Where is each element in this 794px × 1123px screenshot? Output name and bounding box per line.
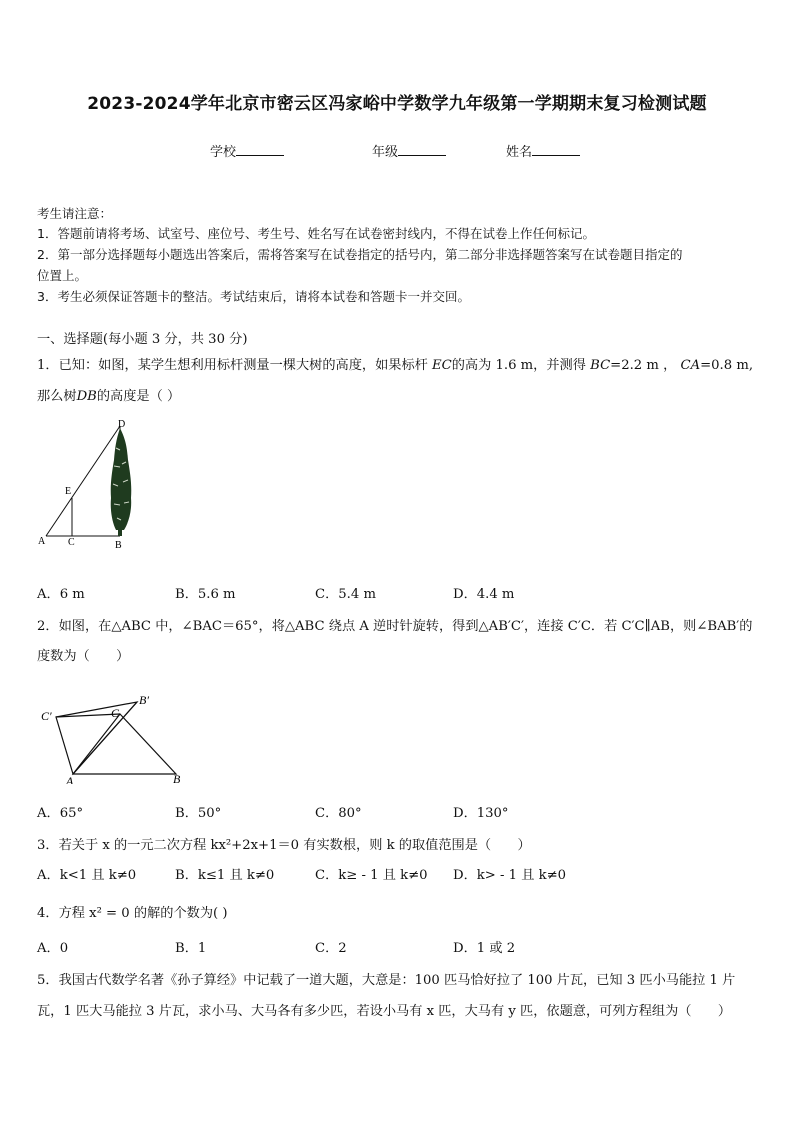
notice-item-2: 2．第一部分选择题每小题选出答案后，需将答案写在试卷指定的括号内，第二部分非选择题答案写在试卷题目指定的: [37, 247, 683, 262]
q3-option-c[interactable]: C．k≥ - 1 且 k≠0: [315, 868, 428, 883]
q4-option-c[interactable]: C．2: [315, 941, 347, 956]
grade-blank: [398, 143, 446, 156]
label-B: B: [115, 540, 122, 551]
q1-option-d[interactable]: D．4.4 m: [453, 587, 515, 602]
q1-bc-value: =2.2 m ，: [610, 358, 677, 373]
label-B-prime: B′: [139, 693, 149, 707]
q1-option-c[interactable]: C．5.4 m: [315, 587, 376, 602]
q1-figure: [36, 418, 146, 552]
label-C-prime: C′: [41, 709, 52, 723]
q3-option-b[interactable]: B．k≤1 且 k≠0: [175, 868, 275, 883]
question-2-line-2: 度数为（ ）: [37, 649, 130, 664]
q3-option-d[interactable]: D．k> - 1 且 k≠0: [453, 868, 567, 883]
name-blank: [532, 143, 580, 156]
school-blank: [236, 143, 284, 156]
notice-heading: 考生请注意：: [37, 206, 113, 221]
q3-option-a[interactable]: A．k<1 且 k≠0: [37, 868, 137, 883]
q1-text-b: 的高为 1.6 m，并测得: [451, 358, 586, 373]
segment-ab1: [73, 702, 137, 774]
label-C: C: [111, 706, 120, 720]
q4-option-b[interactable]: B．1: [175, 941, 207, 956]
question-5-line-2: 瓦，1 匹大马能拉 3 片瓦，求小马、大马各有多少匹，若设小马有 x 匹，大马有 y 匹，依题意，可列方程组为（ ）: [37, 1004, 732, 1019]
grade-label: 年级: [372, 145, 399, 160]
name-field: [506, 141, 580, 160]
triangle-ab1c1: [56, 702, 137, 774]
q1-text-c: 那么树: [37, 389, 77, 404]
q1-sight-line: [46, 426, 120, 536]
grade-field: [372, 141, 446, 160]
label-E: E: [65, 486, 72, 497]
q2-option-a[interactable]: A．65°: [37, 806, 84, 821]
label-B: B: [173, 772, 181, 784]
q1-bc: BC: [590, 358, 611, 373]
question-1-line-1: [37, 354, 753, 373]
label-A: A: [38, 536, 46, 547]
q2-figure: [38, 690, 188, 784]
question-4-line-1: 4．方程 x² = 0 的解的个数为( ): [37, 906, 228, 921]
q1-option-a[interactable]: A．6 m: [37, 587, 85, 602]
label-A: A: [66, 774, 74, 784]
q1-db: DB: [76, 389, 97, 404]
notice-item-1: 1．答题前请将考场、试室号、座位号、考生号、姓名写在试卷密封线内，不得在试卷上作任何标记。: [37, 226, 595, 241]
q4-option-a[interactable]: A．0: [37, 941, 69, 956]
name-label: 姓名: [506, 145, 533, 160]
q4-option-d[interactable]: D．1 或 2: [453, 941, 516, 956]
q1-ec: EC: [432, 358, 452, 373]
notice-item-2-cont: 位置上。: [37, 268, 88, 283]
q1-option-b[interactable]: B．5.6 m: [175, 587, 236, 602]
page-title: 2023-2024学年北京市密云区冯家峪中学数学九年级第一学期期末复习检测试题: [87, 94, 707, 114]
q1-text-d: 的高度是（ ）: [96, 389, 181, 404]
notice-item-3: 3．考生必须保证答题卡的整洁。考试结束后，请将本试卷和答题卡一并交回。: [37, 289, 470, 304]
question-1-line-2: [37, 385, 180, 404]
label-D: D: [118, 419, 126, 430]
school-field: [210, 141, 284, 160]
section-heading: 一、选择题(每小题 3 分，共 30 分): [37, 332, 248, 347]
tree-icon: [111, 428, 132, 536]
triangle-abc: [73, 714, 176, 774]
q2-option-d[interactable]: D．130°: [453, 806, 509, 821]
school-label: 学校: [210, 145, 237, 160]
question-2-line-1: 2．如图，在△ABC 中，∠BAC＝65°，将△ABC 绕点 A 逆时针旋转，得到△AB′C′，连接 C′C．若 C′C∥AB，则∠BAB′的: [37, 619, 753, 634]
q2-option-b[interactable]: B．50°: [175, 806, 222, 821]
label-C: C: [68, 537, 75, 548]
q1-text-a: 1．已知：如图，某学生想利用标杆测量一棵大树的高度，如果标杆: [37, 358, 428, 373]
q1-ca-value: =0.8 m,: [700, 358, 754, 373]
question-5-line-1: 5．我国古代数学名著《孙子算经》中记载了一道大题，大意是：100 匹马恰好拉了 100 片瓦，已知 3 匹小马能拉 1 片: [37, 973, 736, 988]
q2-option-c[interactable]: C．80°: [315, 806, 362, 821]
q1-ca: CA: [680, 358, 701, 373]
question-3-line-1: 3．若关于 x 的一元二次方程 kx²+2x+1＝0 有实数根，则 k 的取值范围是（ ）: [37, 838, 531, 853]
